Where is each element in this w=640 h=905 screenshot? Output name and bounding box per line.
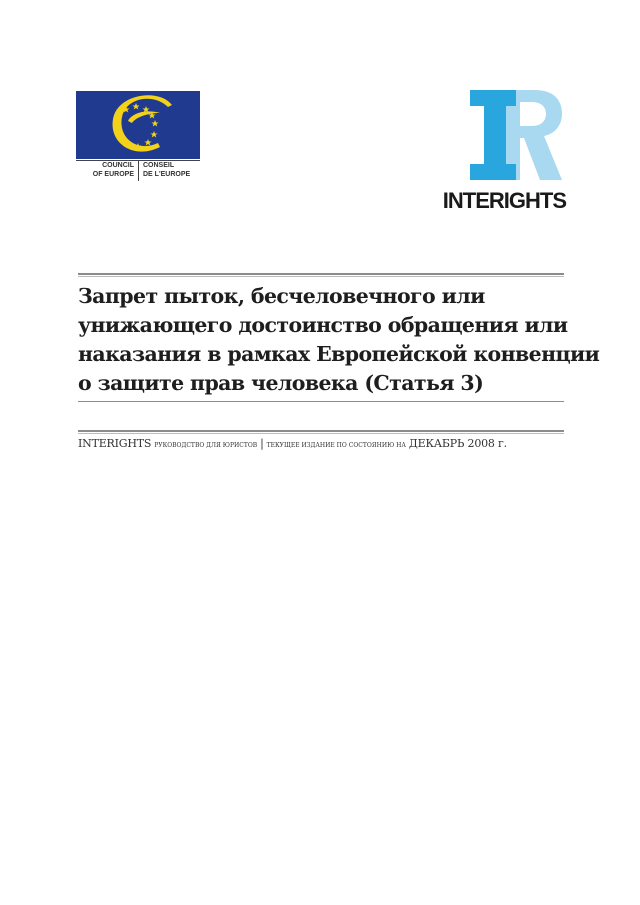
council-name-en	[78, 162, 134, 179]
council-of-europe-emblem	[76, 91, 200, 159]
subtitle-guide: РУКОВОДСТВО ДЛЯ ЮРИСТОВ	[154, 442, 258, 449]
title-line-3: наказания в рамках Европейской конвенции	[78, 342, 600, 366]
document-title	[78, 282, 600, 398]
bottom-rule	[78, 430, 564, 432]
ir-mark-icon	[470, 90, 562, 180]
council-name-fr-line1: CONSEIL	[143, 162, 175, 169]
council-name-en-line2: OF EUROPE	[92, 170, 134, 178]
bottom-rule-thin	[78, 433, 564, 434]
council-of-europe-logo	[76, 91, 200, 182]
interights-logo	[420, 90, 566, 214]
title-line-2: унижающего достоинство обращения или	[78, 313, 568, 337]
council-name-fr-line2: DE L'EUROPE	[143, 170, 191, 178]
document-subtitle	[78, 437, 568, 450]
council-name-fr	[143, 162, 203, 179]
subtitle-org: INTERIGHTS	[78, 437, 152, 450]
interights-wordmark: INTERIGHTS	[442, 188, 566, 213]
title-line-1: Запрет пыток, бесчеловечного или	[78, 284, 485, 308]
logo-divider	[138, 161, 139, 181]
council-of-europe-flag	[76, 91, 200, 159]
subtitle-edition: ТЕКУЩЕЕ ИЗДАНИЕ ПО СОСТОЯНИЮ НА	[266, 442, 406, 449]
subtitle-date: ДЕКАБРЬ 2008 г.	[408, 437, 507, 450]
subtitle-separator: |	[260, 437, 264, 450]
middle-rule	[78, 401, 564, 402]
top-rule-thin	[78, 276, 564, 277]
top-rule	[78, 273, 564, 275]
title-line-4: о защите прав человека (Статья 3)	[78, 371, 484, 395]
council-name-en-line1: COUNCIL	[102, 162, 134, 169]
